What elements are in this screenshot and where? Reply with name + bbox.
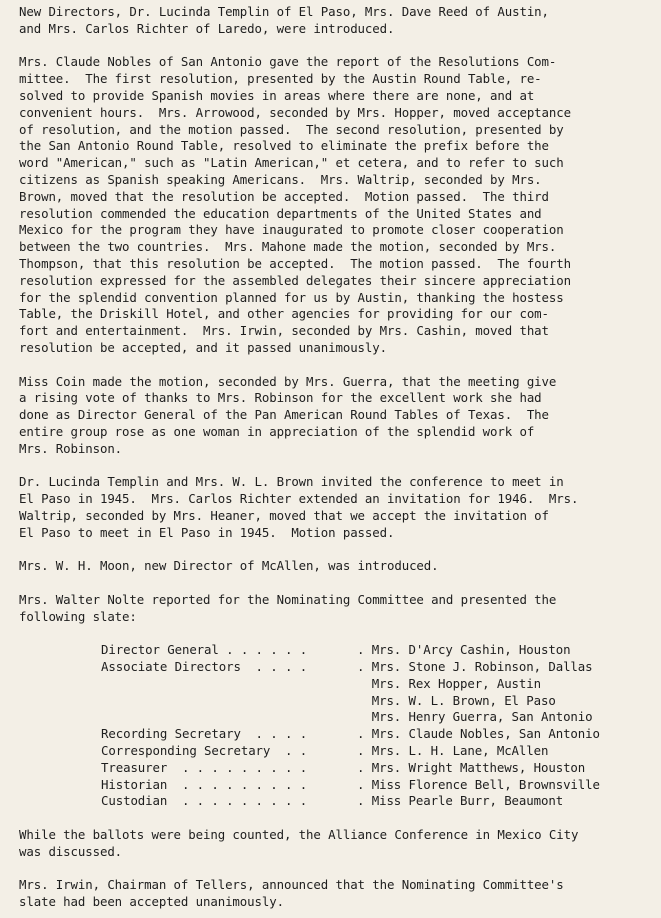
paragraph-p8 bbox=[19, 877, 653, 911]
slate-officer-name: . Miss Florence Bell, Brownsville bbox=[357, 776, 600, 792]
text-line: resolution be accepted, and it passed unanimously. bbox=[19, 339, 387, 355]
text-line: between the two countries. Mrs. Mahone made the motion, seconded by Mrs. bbox=[19, 239, 557, 255]
text-line: of resolution, and the motion passed. The second resolution, presented by bbox=[19, 121, 564, 137]
paragraph-p1 bbox=[19, 4, 653, 38]
slate-row bbox=[19, 760, 653, 777]
slate-office: Treasurer . . . . . . . . . bbox=[101, 759, 308, 775]
slate-officer-name: . Mrs. Stone J. Robinson, Dallas bbox=[357, 659, 593, 675]
slate-office: Corresponding Secretary . . bbox=[101, 743, 308, 759]
slate-officer-name: . Mrs. Claude Nobles, San Antonio bbox=[357, 726, 600, 742]
text-line: Thompson, that this resolution be accepted. The motion passed. The fourth bbox=[19, 255, 571, 271]
minutes-body bbox=[19, 4, 653, 625]
slate-row bbox=[19, 693, 653, 710]
minutes-closing bbox=[19, 827, 653, 911]
slate-officer-name: Mrs. Rex Hopper, Austin bbox=[357, 675, 541, 691]
text-line: Table, the Driskill Hotel, and other agencies for providing for our com- bbox=[19, 306, 549, 322]
slate-row bbox=[19, 676, 653, 693]
text-line: Brown, moved that the resolution be accepted. Motion passed. The third bbox=[19, 188, 549, 204]
paragraph-p6 bbox=[19, 592, 653, 626]
paragraph-p4 bbox=[19, 474, 653, 541]
text-line: a rising vote of thanks to Mrs. Robinson for the excellent work she had bbox=[19, 390, 542, 406]
text-line: done as Director General of the Pan American Round Tables of Texas. The bbox=[19, 407, 549, 423]
text-line: for the splendid convention planned for us by Austin, thanking the hostess bbox=[19, 289, 564, 305]
slate-row bbox=[19, 659, 653, 676]
text-line: entire group rose as one woman in appreciation of the splendid work of bbox=[19, 423, 535, 439]
officer-slate bbox=[19, 642, 653, 810]
text-line: resolution expressed for the assembled delegates their sincere appreciation bbox=[19, 272, 571, 288]
text-line: mittee. The first resolution, presented by the Austin Round Table, re- bbox=[19, 71, 542, 87]
slate-row bbox=[19, 743, 653, 760]
text-line: word "American," such as "Latin American," et cetera, and to refer to such bbox=[19, 155, 564, 171]
slate-office: Custodian . . . . . . . . . bbox=[101, 793, 308, 809]
text-line: slate had been accepted unanimously. bbox=[19, 894, 284, 910]
slate-row bbox=[19, 777, 653, 794]
text-line: El Paso in 1945. Mrs. Carlos Richter extended an invitation for 1946. Mrs. bbox=[19, 491, 579, 507]
slate-office: Associate Directors . . . . bbox=[101, 659, 308, 675]
text-line: fort and entertainment. Mrs. Irwin, seconded by Mrs. Cashin, moved that bbox=[19, 323, 549, 339]
slate-officer-name: . Mrs. L. H. Lane, McAllen bbox=[357, 743, 549, 759]
slate-row bbox=[19, 642, 653, 659]
text-line: Waltrip, seconded by Mrs. Heaner, moved that we accept the invitation of bbox=[19, 507, 549, 523]
text-line: Mexico for the program they have inaugurated to promote closer cooperation bbox=[19, 222, 564, 238]
text-line: Mrs. W. H. Moon, new Director of McAllen, was introduced. bbox=[19, 558, 439, 574]
text-line: Miss Coin made the motion, seconded by Mrs. Guerra, that the meeting give bbox=[19, 373, 557, 389]
text-line: convenient hours. Mrs. Arrowood, seconded by Mrs. Hopper, moved acceptance bbox=[19, 104, 571, 120]
slate-office: Historian . . . . . . . . . bbox=[101, 776, 308, 792]
paragraph-p2 bbox=[19, 54, 653, 356]
text-line: Mrs. Claude Nobles of San Antonio gave the report of the Resolutions Com- bbox=[19, 54, 557, 70]
text-line: El Paso to meet in El Paso in 1945. Motion passed. bbox=[19, 524, 395, 540]
slate-officer-name: . Mrs. Wright Matthews, Houston bbox=[357, 759, 586, 775]
text-line: resolution commended the education departments of the United States and bbox=[19, 205, 542, 221]
paragraph-p7 bbox=[19, 827, 653, 861]
text-line: solved to provide Spanish movies in areas where there are none, and at bbox=[19, 87, 535, 103]
slate-row bbox=[19, 793, 653, 810]
slate-office: Director General . . . . . . bbox=[101, 642, 308, 658]
slate-officer-name: Mrs. Henry Guerra, San Antonio bbox=[357, 709, 593, 725]
text-line: While the ballots were being counted, the Alliance Conference in Mexico City bbox=[19, 827, 579, 843]
paragraph-p3 bbox=[19, 374, 653, 458]
slate-officer-name: Mrs. W. L. Brown, El Paso bbox=[357, 692, 556, 708]
text-line: and Mrs. Carlos Richter of Laredo, were introduced. bbox=[19, 20, 395, 36]
text-line: Mrs. Walter Nolte reported for the Nominating Committee and presented the bbox=[19, 591, 557, 607]
text-line: Mrs. Irwin, Chairman of Tellers, announced that the Nominating Committee's bbox=[19, 877, 564, 893]
text-line: citizens as Spanish speaking Americans. Mrs. Waltrip, seconded by Mrs. bbox=[19, 171, 542, 187]
paragraph-p5 bbox=[19, 558, 653, 575]
text-line: following slate: bbox=[19, 608, 137, 624]
text-line: the San Antonio Round Table, resolved to eliminate the prefix before the bbox=[19, 138, 549, 154]
text-line: Dr. Lucinda Templin and Mrs. W. L. Brown invited the conference to meet in bbox=[19, 474, 564, 490]
text-line: was discussed. bbox=[19, 843, 123, 859]
slate-row bbox=[19, 709, 653, 726]
slate-office: Recording Secretary . . . . bbox=[101, 726, 308, 742]
slate-officer-name: . Miss Pearle Burr, Beaumont bbox=[357, 793, 564, 809]
slate-row bbox=[19, 726, 653, 743]
text-line: Mrs. Robinson. bbox=[19, 440, 123, 456]
slate-officer-name: . Mrs. D'Arcy Cashin, Houston bbox=[357, 642, 571, 658]
text-line: New Directors, Dr. Lucinda Templin of El Paso, Mrs. Dave Reed of Austin, bbox=[19, 4, 549, 19]
